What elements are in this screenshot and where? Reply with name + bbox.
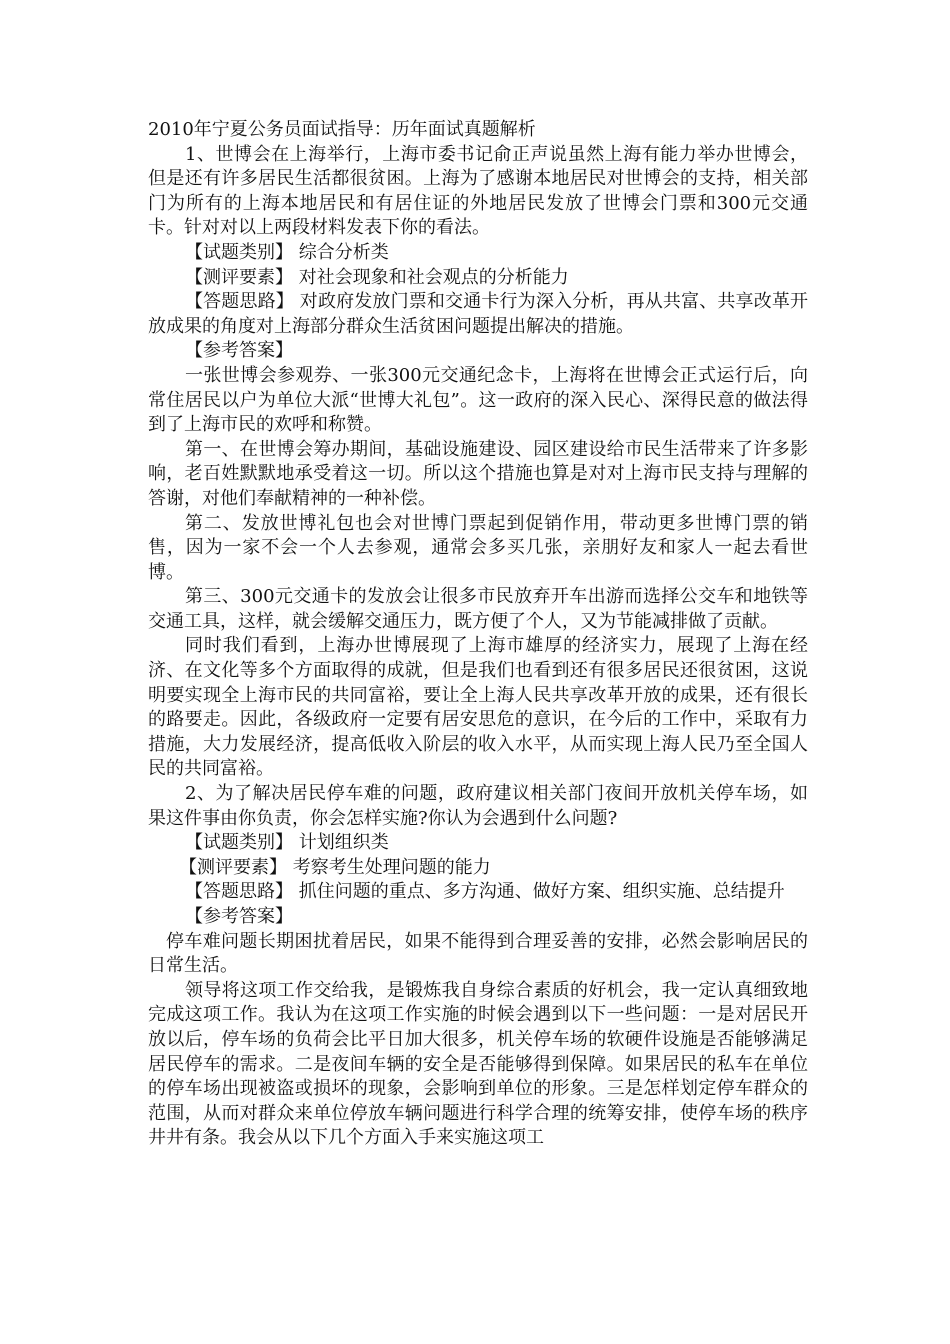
q1-assessment-elements: 【测评要素】 对社会现象和社会观点的分析能力 (185, 266, 569, 288)
q1-answer-paragraph: 第三、300元交通卡的发放会让很多市民放弃开车出游而选择公交车和地铁等交通工具，这样，就会缓解交通压力，既方便了个人，又为节能减排做了贡献。 (148, 586, 808, 632)
q1-answer-paragraph: 同时我们看到，上海办世博展现了上海市雄厚的经济实力，展现了上海在经济、在文化等多个方面取得的成就，但是我们也看到还有很多居民还很贫困，这说明要实现全上海市民的共同富裕，要让全上海人民共享改革开放的成果，还有很长的路要走。因此，各级政府一定要有居安思危的意识，在今后的工作中，采取有力措施，大力发展经济，提高低收入阶层的收入水平，从而实现上海人民乃至全国人民的共同富裕。 (148, 635, 808, 780)
q2-assessment-elements: 【测评要素】 考察考生处理问题的能力 (179, 856, 491, 878)
q1-answer-approach: 【答题思路】 对政府发放门票和交通卡行为深入分析，再从共富、共享改革开放成果的角度对上海部分群众生活贫困问题提出解决的措施。 (148, 291, 808, 337)
q1-answer-heading: 【参考答案】 (185, 340, 293, 362)
document-title: 2010年宁夏公务员面试指导：历年面试真题解析 (148, 119, 536, 140)
q2-answer-approach: 【答题思路】 抓住问题的重点、多方沟通、做好方案、组织实施、总结提升 (185, 881, 785, 903)
question-2: 2、为了解决居民停车难的问题，政府建议相关部门夜间开放机关停车场，如果这件事由你负责，你会怎样实施?你认为会遇到什么问题? (148, 783, 808, 829)
q2-answer-paragraph: 停车难问题长期困扰着居民，如果不能得到合理妥善的安排，必然会影响居民的日常生活。 (148, 930, 808, 977)
q1-category: 【试题类别】 综合分析类 (185, 241, 389, 263)
document-body (148, 118, 808, 1151)
q2-category: 【试题类别】 计划组织类 (185, 832, 389, 854)
q1-answer-paragraph: 一张世博会参观券、一张300元交通纪念卡，上海将在世博会正式运行后，向常住居民以户为单位大派“世博大礼包”。这一政府的深入民心、深得民意的做法得到了上海市民的欢呼和称赞。 (148, 364, 808, 436)
question-1: 1、世博会在上海举行，上海市委书记俞正声说虽然上海有能力举办世博会，但是还有许多居民生活都很贫困。上海为了感谢本地居民对世博会的支持，相关部门为所有的上海本地居民和有居住证的外地居民发放了世博会门票和300元交通卡。针对对以上两段材料发表下你的看法。 (148, 143, 808, 239)
q1-answer-paragraph: 第二、发放世博礼包也会对世博门票起到促销作用，带动更多世博门票的销售，因为一家不会一个人去参观，通常会多买几张，亲朋好友和家人一起去看世博。 (148, 512, 808, 583)
q2-answer-paragraph: 领导将这项工作交给我，是锻炼我自身综合素质的好机会，我一定认真细致地完成这项工作。我认为在这项工作实施的时候会遇到以下一些问题：一是对居民开放以后，停车场的负荷会比平日加大很多，机关停车场的软硬件设施是否能够满足居民停车的需求。二是夜间车辆的安全是否能够得到保障。如果居民的私车在单位的停车场出现被盗或损坏的现象，会影响到单位的形象。三是怎样划定停车群众的范围，从而对群众来单位停放车辆问题进行科学合理的统筹安排，使停车场的秩序井井有条。我会从以下几个方面入手来实施这项工 (148, 979, 808, 1149)
q2-answer-heading: 【参考答案】 (185, 906, 293, 927)
q1-answer-paragraph: 第一、在世博会筹办期间，基础设施建设、园区建设给市民生活带来了许多影响，老百姓默默地承受着这一切。所以这个措施也算是对对上海市民支持与理解的答谢，对他们奉献精神的一种补偿。 (148, 438, 808, 509)
